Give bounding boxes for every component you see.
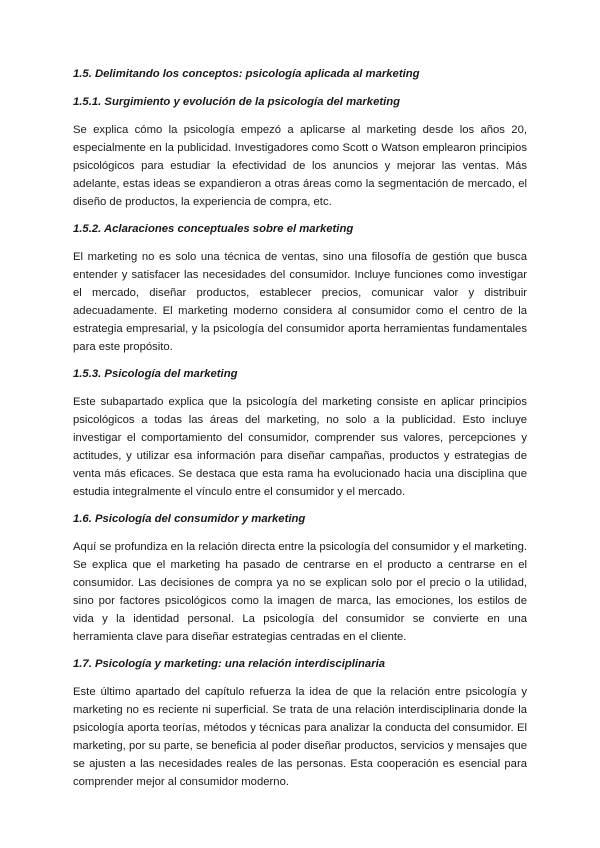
section-heading-1-5-2: 1.5.2. Aclaraciones conceptuales sobre el marketing <box>73 223 354 235</box>
section-paragraph-1-5-2: El marketing no es solo una técnica de ventas, sino una filosofía de gestión que busca entender y satisfacer las necesidades del consumidor. Incluye funciones como investigar el mercado, diseñar productos, establecer precios, comunicar valor y distribuir adecuadamente. El marketing moderno considera al consumidor como el centro de la estrategia empresarial, y la psicología del consumidor aporta herramientas fundamentales para este propósito. <box>73 251 527 353</box>
section-paragraph-1-7: Este último apartado del capítulo refuerza la idea de que la relación entre psicología y marketing no es reciente ni superficial. Se trata de una relación interdisciplinaria donde la psicología aporta teorías, métodos y técnicas para analizar la conducta del consumidor. El marketing, por su parte, se beneficia al poder diseñar productos, servicios y mensajes que se ajusten a las necesidades reales de las personas. Esta cooperación es esencial para comprender mejor al consumidor moderno. <box>73 686 527 788</box>
section-paragraph-1-6: Aquí se profundiza en la relación directa entre la psicología del consumidor y el marketing. Se explica que el marketing ha pasado de centrarse en el producto a centrarse en el consumidor. Las decisiones de compra ya no se explican solo por el precio o la utilidad, sino por factores psicológicos como la imagen de marca, las emociones, los estilos de vida y la identidad personal. La psicología del consumidor se convierte en una herramienta clave para diseñar estrategias centradas en el cliente. <box>73 541 527 643</box>
document-page <box>73 66 527 791</box>
section-heading-1-6: 1.6. Psicología del consumidor y marketing <box>73 513 306 525</box>
section-heading-1-5-1: 1.5.1. Surgimiento y evolución de la psicología del marketing <box>73 96 401 108</box>
section-heading-1-5-3: 1.5.3. Psicología del marketing <box>73 368 238 380</box>
section-heading-1-5: 1.5. Delimitando los conceptos: psicología aplicada al marketing <box>73 68 420 80</box>
section-paragraph-1-5-3: Este subapartado explica que la psicología del marketing consiste en aplicar principios psicológicos a todas las áreas del marketing, no solo a la publicidad. Esto incluye investigar el comportamiento del consumidor, comprender sus valores, percepciones y actitudes, y utilizar esa información para diseñar campañas, productos y estrategias de venta más eficaces. Se destaca que esta rama ha evolucionado hacia una disciplina que estudia integralmente el vínculo entre el consumidor y el mercado. <box>73 396 527 498</box>
section-paragraph-1-5-1: Se explica cómo la psicología empezó a aplicarse al marketing desde los años 20, especialmente en la publicidad. Investigadores como Scott o Watson emplearon principios psicológicos para estudiar la efectividad de los anuncios y mejorar las ventas. Más adelante, estas ideas se expandieron a otras áreas como la segmentación de mercado, el diseño de productos, la experiencia de compra, etc. <box>73 124 527 208</box>
section-heading-1-7: 1.7. Psicología y marketing: una relación interdisciplinaria <box>73 658 386 670</box>
